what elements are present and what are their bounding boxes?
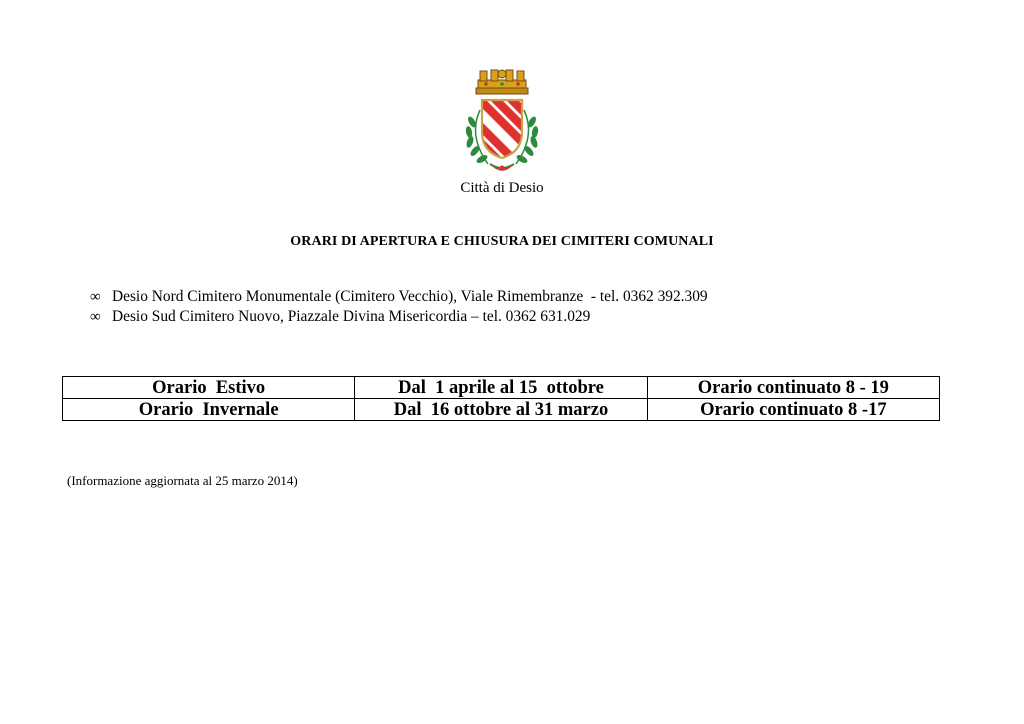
list-item [90, 287, 708, 307]
desio-coat-of-arms-icon [460, 66, 544, 178]
ribbon-icon [490, 164, 514, 171]
cemetery-north: Desio Nord Cimitero Monumentale (Cimitero Vecchio), Viale Rimembranze - tel. 0362 392.309 [112, 288, 708, 305]
page-title: ORARI DI APERTURA E CHIUSURA DEI CIMITERI COMUNALI [290, 234, 714, 249]
cemetery-list [90, 287, 708, 327]
list-item [90, 307, 708, 327]
table-row [63, 399, 940, 421]
table-row [63, 377, 940, 399]
opening-hours: Orario continuato 8 -17 [647, 399, 939, 421]
opening-hours-table [62, 376, 940, 421]
update-note: (Informazione aggiornata al 25 marzo 2014) [67, 473, 298, 488]
date-range: Dal 1 aprile al 15 ottobre [355, 377, 647, 399]
city-name: Città di Desio [460, 180, 544, 196]
season-label: Orario Estivo [63, 377, 355, 399]
season-label: Orario Invernale [63, 399, 355, 421]
crown-icon [476, 70, 528, 94]
cemetery-south: Desio Sud Cimitero Nuovo, Piazzale Divina Misericordia – tel. 0362 631.029 [112, 308, 591, 325]
infinity-bullet: ∞ [90, 309, 101, 325]
infinity-bullet: ∞ [90, 289, 101, 305]
opening-hours: Orario continuato 8 - 19 [647, 377, 939, 399]
date-range: Dal 16 ottobre al 31 marzo [355, 399, 647, 421]
